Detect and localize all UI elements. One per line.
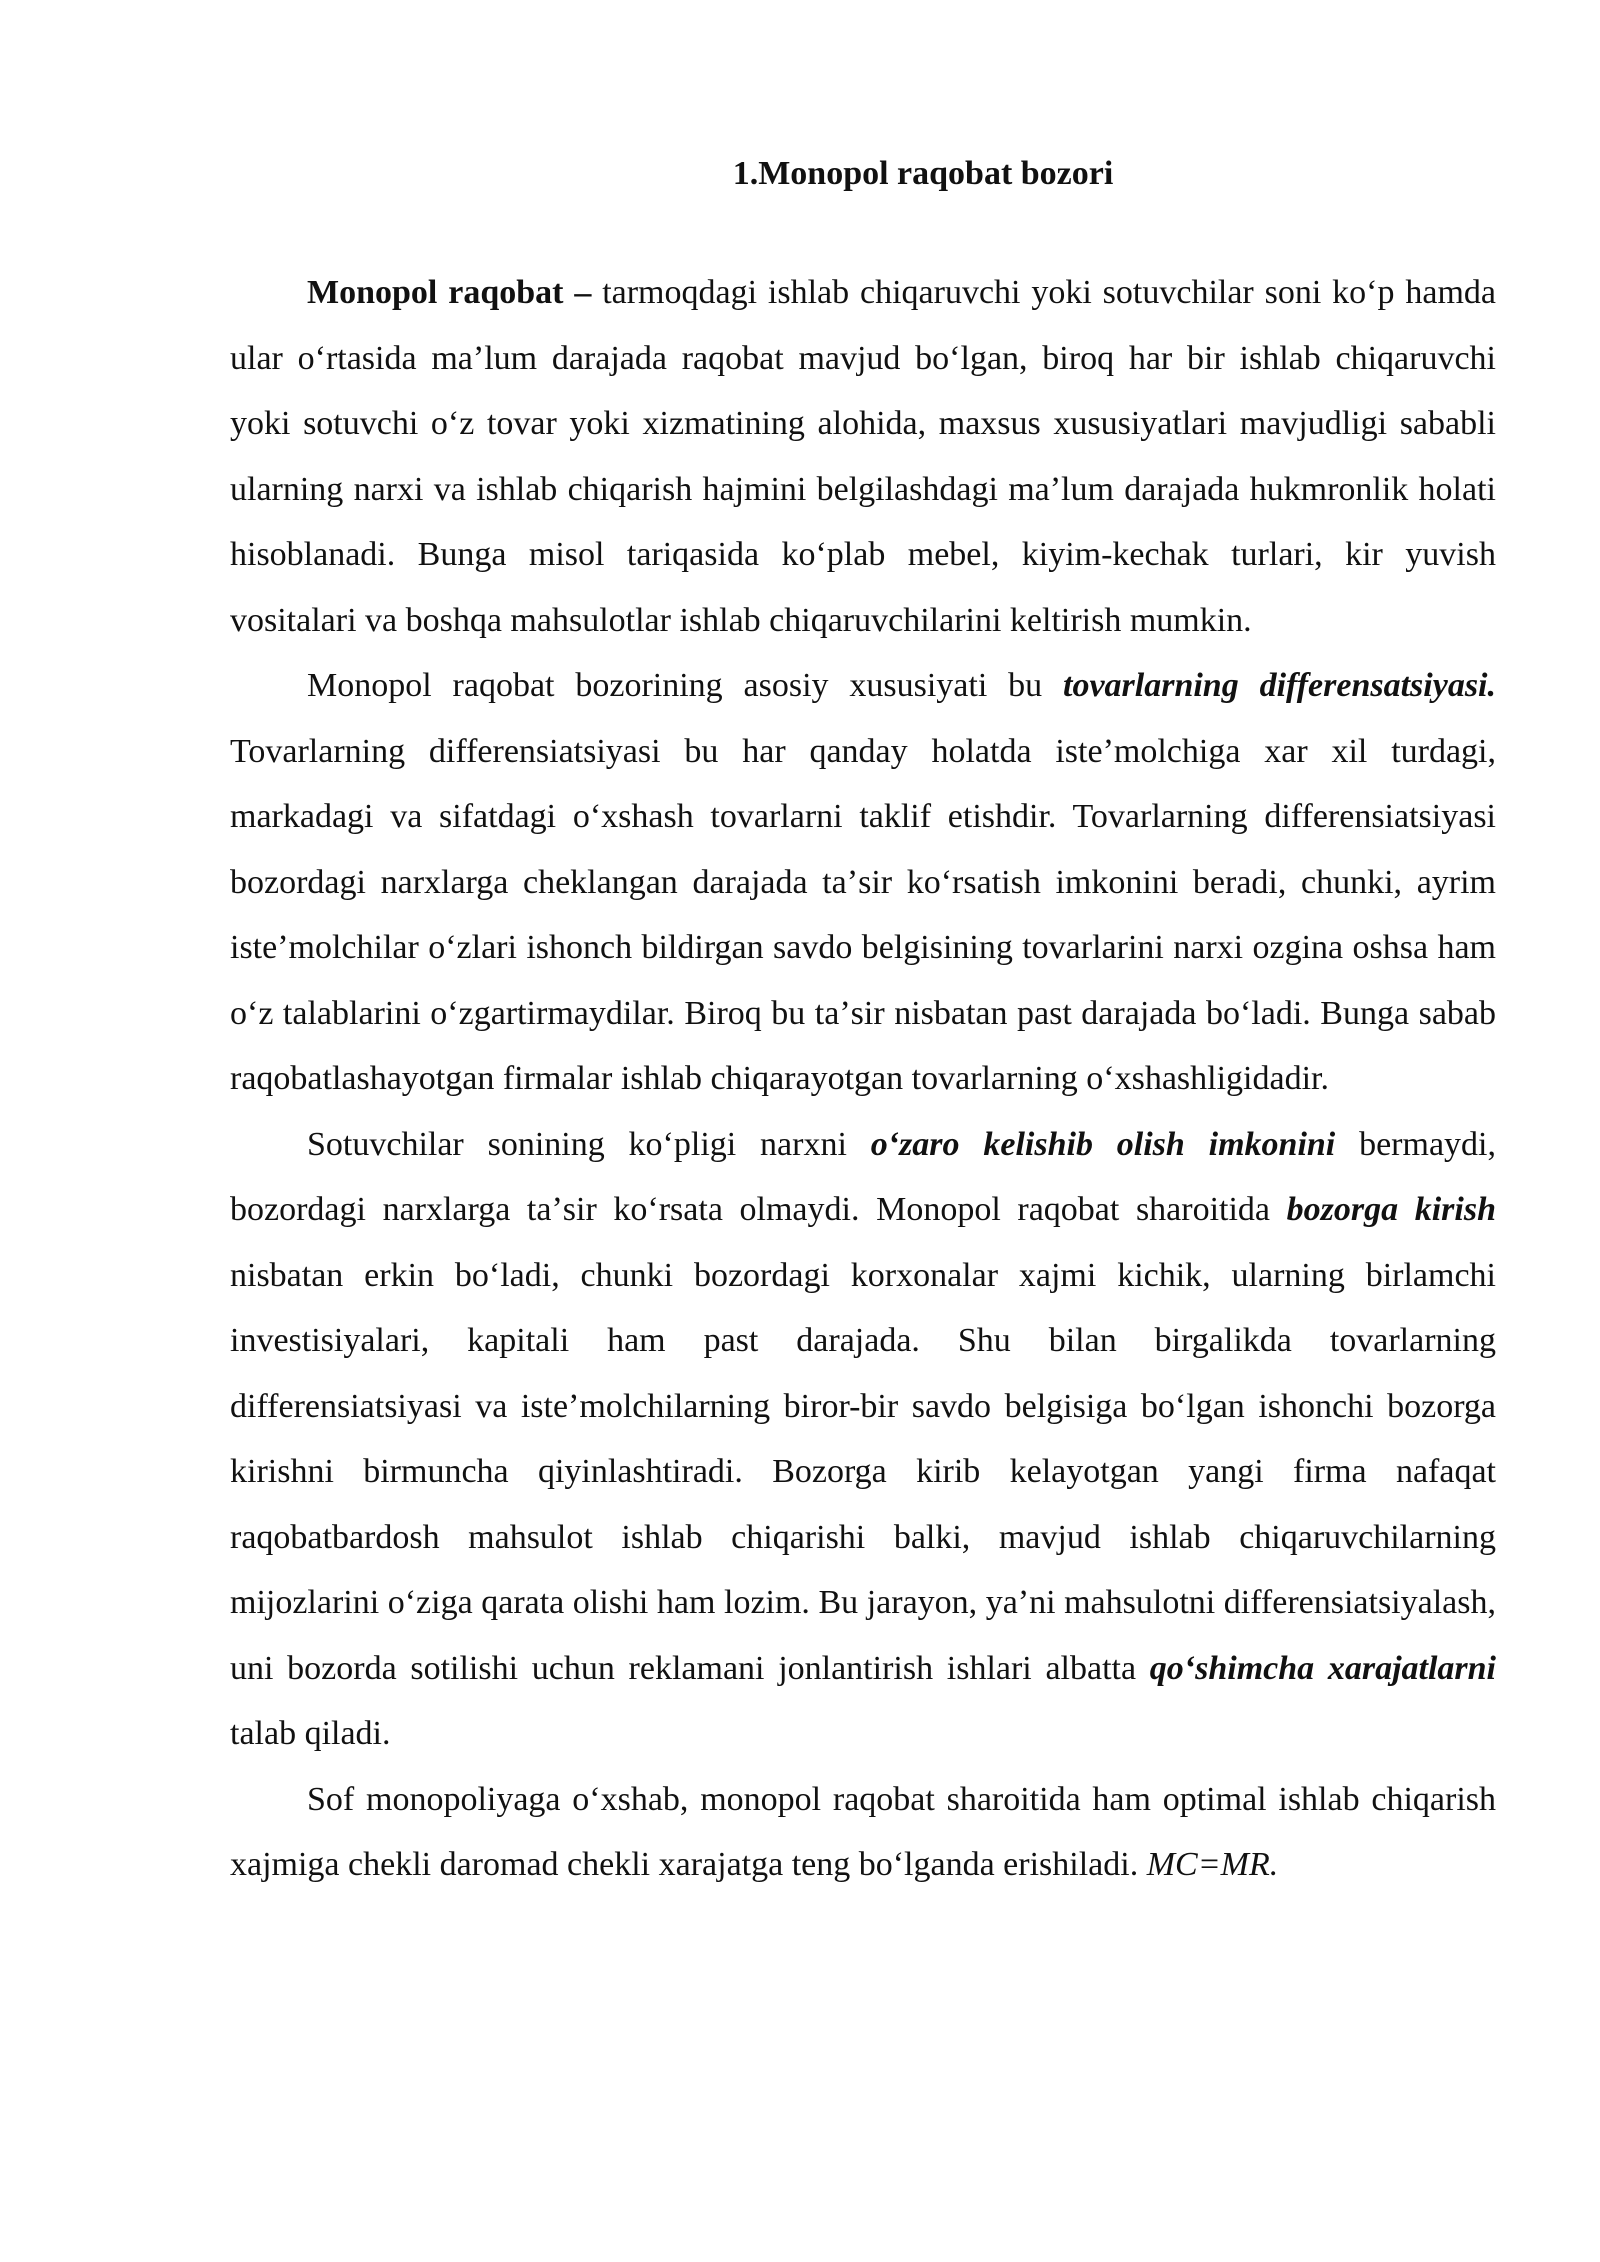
paragraph-text: tarmoqdagi ishlab chiqaruvchi yoki sotuvchilar soni koʻp hamda ular oʻrtasida maʼlum darajada raqobat mavjud boʻlgan, biroq har bir ishlab chiqaruvchi yoki sotuvchi oʻz tovar yoki xizmatining alohida, maxsus xususiyatlari mavjudligi sababli ularning narxi va ishlab chiqarish hajmini belgilashdagi maʼlum darajada hukmronlik holati hisoblanadi. Bunga misol tariqasida koʻplab mebel, kiyim-kechak turlari, kir yuvish vositalari va boshqa mahsulotlar ishlab chiqaruvchilarini keltirish mumkin.	[230, 274, 1496, 639]
term-qoshimcha-xarajatlar: qoʻshimcha xarajatlarni	[1149, 1649, 1496, 1687]
term-kelishib-olish: oʻzaro kelishib olish imkonini	[870, 1125, 1336, 1163]
term-bozorga-kirish: bozorga kirish	[1286, 1191, 1496, 1228]
paragraph-definition	[230, 260, 1496, 653]
term-monopol-raqobat: Monopol raqobat –	[307, 274, 592, 311]
formula-mc-mr: MC=MR.	[1146, 1846, 1279, 1883]
paragraph-market-entry	[230, 1112, 1496, 1767]
page-title: 1.Monopol raqobat bozori	[732, 155, 1114, 192]
paragraph-text: Tovarlarning differensiatsiyasi bu har qanday holatda isteʼmolchiga xar xil turdagi, markadagi va sifatdagi oʻxshash tovarlarni taklif etishdir. Tovarlarning differensiatsiyasi bozordagi narxlarga cheklangan darajada taʼsir koʻrsatish imkonini beradi, chunki, ayrim isteʼmolchilar oʻzlari ishonch bildirgan savdo belgisining tovarlarini narxi ozgina oshsa ham oʻz talablarini oʻzgartirmaydilar. Biroq bu taʼsir nisbatan past darajada boʻladi. Bunga sabab raqobatlashayotgan firmalar ishlab chiqarayotgan tovarlarning oʻxshashligidadir.	[230, 732, 1496, 1097]
paragraph-optimal-output	[230, 1767, 1496, 1898]
paragraph-text: bermaydi, bozordagi narxlarga taʼsir koʻrsata olmaydi. Monopol raqobat sharoitida	[230, 1125, 1496, 1228]
paragraph-text: talab qiladi.	[230, 1715, 391, 1752]
paragraph-text: Sof monopoliyaga oʻxshab, monopol raqobat sharoitida ham optimal ishlab chiqarish xajmiga chekli daromad chekli xarajatga teng boʻlganda erishiladi.	[230, 1780, 1496, 1883]
paragraph-lead: Monopol raqobat bozorining asosiy xususiyati bu	[307, 667, 1063, 704]
paragraph-differentiation	[230, 653, 1496, 1112]
term-differensatsiya: tovarlarning differensatsiyasi.	[1063, 667, 1496, 704]
paragraph-lead: Sotuvchilar sonining koʻpligi narxni	[307, 1125, 871, 1163]
paragraph-text: nisbatan erkin boʻladi, chunki bozordagi korxonalar xajmi kichik, ularning birlamchi investisiyalari, kapitali ham past darajada. Shu bilan birgalikda tovarlarning differensiatsiyasi va isteʼmolchilarning biror-bir savdo belgisiga boʻlgan ishonchi bozorga kirishni birmuncha qiyinlashtiradi. Bozorga kirib kelayotgan yangi firma nafaqat raqobatbardosh mahsulot ishlab chiqarishi balki, mavjud ishlab chiqaruvchilarning mijozlarini oʻziga qarata olishi ham lozim. Bu jarayon, yaʼni mahsulotni differensiatsiyalash, uni bozorda sotilishi uchun reklamani jonlantirish ishlari albatta	[230, 1256, 1496, 1687]
document-page	[230, 150, 1496, 1898]
